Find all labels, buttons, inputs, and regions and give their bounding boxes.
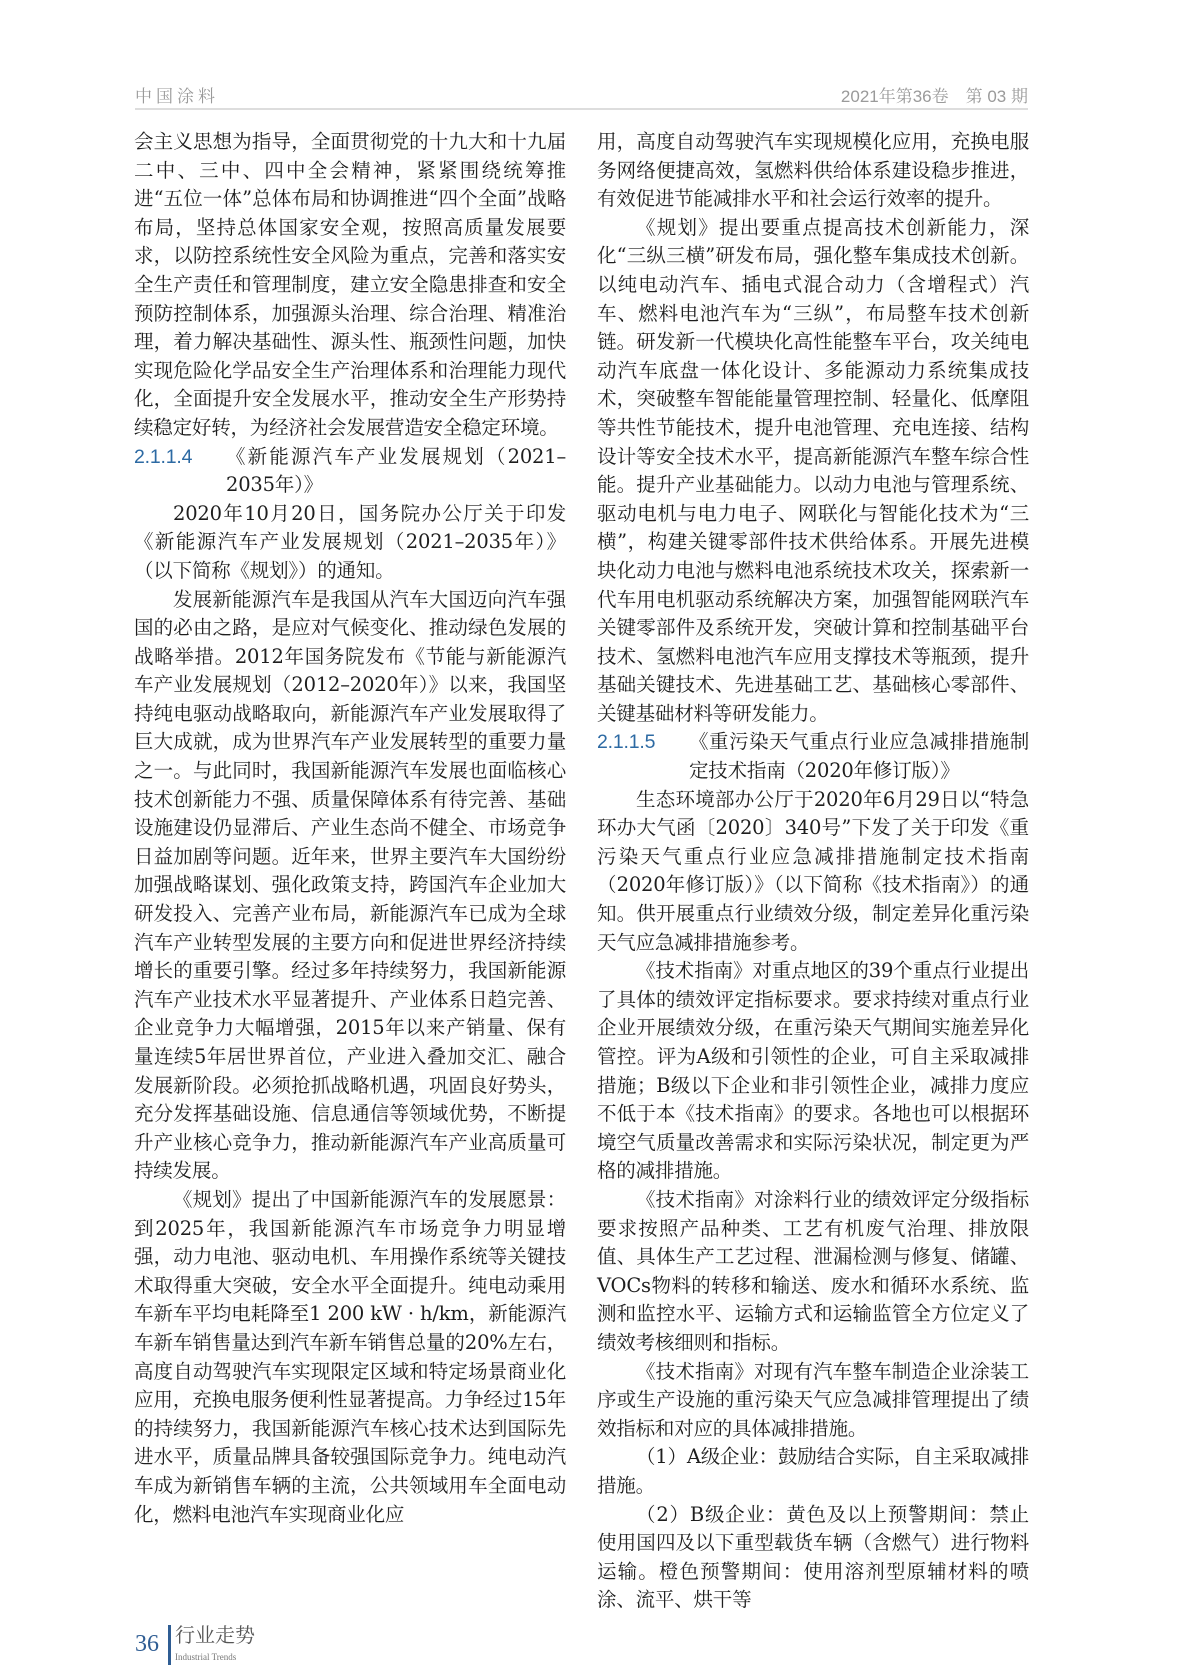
issue-info: 2021年第36卷 第 03 期 xyxy=(840,87,1028,106)
section-heading xyxy=(134,443,566,500)
paragraph: 2020年10月20日，国务院办公厅关于印发《新能源汽车产业发展规划（2021–2035年）》（以下简称《规划》）的通知。 xyxy=(134,501,566,582)
paragraph: 《技术指南》对涂料行业的绩效评定分级指标要求按照产品种类、工艺有机废气治理、排放限值、具体生产工艺过程、泄漏检测与修复、储罐、VOCs物料的转移和输送、废水和循环水系统、监测和监控水平、运输方式和运输监管全方位定义了绩效考核细则和指标。 xyxy=(597,1187,1029,1354)
section-heading-title: 《重污染天气重点行业应急减排措施制定技术指南（2020年修订版）》 xyxy=(689,730,1029,783)
section-title-en: Industrial Trends xyxy=(175,1652,237,1662)
section-title: 行业走势 xyxy=(175,1623,255,1647)
section-heading xyxy=(597,728,1029,785)
paragraph: 发展新能源汽车是我国从汽车大国迈向汽车强国的必由之路，是应对气候变化、推动绿色发展的战略举措。2012年国务院发布《节能与新能源汽车产业发展规划（2012–2020年）》以来，我国坚持纯电驱动战略取向，新能源汽车产业发展取得了巨大成就，成为世界汽车产业发展转型的重要力量之一。与此同时，我国新能源汽车发展也面临核心技术创新能力不强、质量保障体系有待完善、基础设施建设仍显滞后、产业生态尚不健全、市场竞争日益加剧等问题。近年来，世界主要汽车大国纷纷加强战略谋划、强化政策支持，跨国汽车企业加大研发投入、完善产业布局，新能源汽车已成为全球汽车产业转型发展的主要方向和促进世界经济持续增长的重要引擎。经过多年持续努力，我国新能源汽车产业技术水平显著提升、产业体系日趋完善、企业竞争力大幅增强，2015年以来产销量、保有量连续5年居世界首位，产业进入叠加交汇、融合发展新阶段。必须抢抓战略机遇，巩固良好势头，充分发挥基础设施、信息通信等领域优势，不断提升产业核心竞争力，推动新能源汽车产业高质量可持续发展。 xyxy=(134,587,566,1183)
paragraph: 用，高度自动驾驶汽车实现规模化应用，充换电服务网络便捷高效，氢燃料供给体系建设稳步推进，有效促进节能减排水平和社会运行效率的提升。 xyxy=(597,130,1029,211)
paragraph: （2）B级企业：黄色及以上预警期间：禁止使用国四及以下重型载货车辆（含燃气）进行物料运输。橙色预警期间：使用溶剂型原辅材料的喷涂、流平、烘干等 xyxy=(597,1502,1029,1612)
paragraph: （1）A级企业：鼓励结合实际，自主采取减排措施。 xyxy=(597,1445,1029,1497)
paragraph: 生态环境部办公厅于2020年6月29日以“特急环办大气函〔2020〕340号”下发了关于印发《重污染天气重点行业应急减排措施制定技术指南（2020年修订版）》（以下简称《技术指南》）的通知。供开展重点行业绩效分级，制定差异化重污染天气应急减排措施参考。 xyxy=(597,787,1029,954)
footer-divider xyxy=(168,1625,171,1665)
right-column xyxy=(597,128,1029,1615)
paragraph: 《技术指南》对现有汽车整车制造企业涂装工序或生产设施的重污染天气应急减排管理提出了绩效指标和对应的具体减排措施。 xyxy=(597,1359,1029,1440)
left-column xyxy=(134,128,566,1529)
running-header xyxy=(135,82,1028,110)
paragraph: 《规划》提出了中国新能源汽车的发展愿景：到2025年，我国新能源汽车市场竞争力明显增强，动力电池、驱动电机、车用操作系统等关键技术取得重大突破，安全水平全面提升。纯电动乘用车新车平均电耗降至1 200 kW · h/km，新能源汽车新车销售量达到汽车新车销售总量的20%左右，高度自动驾驶汽车实现限定区域和特定场景商业化应用，充换电服务便利性显著提高。力争经过15年的持续努力，我国新能源汽车核心技术达到国际先进水平，质量品牌具备较强国际竞争力。纯电动汽车成为新销售车辆的主流，公共领域用车全面电动化，燃料电池汽车实现商业化应 xyxy=(134,1187,566,1526)
section-number: 2.1.1.5 xyxy=(597,731,656,754)
section-heading-title: 《新能源汽车产业发展规划（2021–2035年）》 xyxy=(226,444,566,497)
paragraph: 《规划》提出要重点提高技术创新能力，深化“三纵三横”研发布局，强化整车集成技术创新。以纯电动汽车、插电式混合动力（含增程式）汽车、燃料电池汽车为“三纵”，布局整车技术创新链。研发新一代模块化高性能整车平台，攻关纯电动汽车底盘一体化设计、多能源动力系统集成技术，突破整车智能能量管理控制、轻量化、低摩阻等共性节能技术，提升电池管理、充电连接、结构设计等安全技术水平，提高新能源汽车整车综合性能。提升产业基础能力。以动力电池与管理系统、驱动电机与电力电子、网联化与智能化技术为“三横”，构建关键零部件技术供给体系。开展先进模块化动力电池与燃料电池系统技术攻关，探索新一代车用电机驱动系统解决方案，加强智能网联汽车关键零部件及系统开发，突破计算和控制基础平台技术、氢燃料电池汽车应用支撑技术等瓶颈，提升基础关键技术、先进基础工艺、基础核心零部件、关键基础材料等研发能力。 xyxy=(597,215,1029,725)
journal-name: 中国涂料 xyxy=(135,87,219,107)
paragraph: 《技术指南》对重点地区的39个重点行业提出了具体的绩效评定指标要求。要求持续对重点行业企业开展绩效分级，在重污染天气期间实施差异化管控。评为A级和引领性的企业，可自主采取减排措施；B级以下企业和非引领性企业，减排力度应不低于本《技术指南》的要求。各地也可以根据环境空气质量改善需求和实际污染状况，制定更为严格的减排措施。 xyxy=(597,959,1029,1183)
paragraph: 会主义思想为指导，全面贯彻党的十九大和十九届二中、三中、四中全会精神，紧紧围绕统筹推进“五位一体”总体布局和协调推进“四个全面”战略布局，坚持总体国家安全观，按照高质量发展要求，以防控系统性安全风险为重点，完善和落实安全生产责任和管理制度，建立安全隐患排查和安全预防控制体系，加强源头治理、综合治理、精准治理，着力解决基础性、源头性、瓶颈性问题，加快实现危险化学品安全生产治理体系和治理能力现代化，全面提升安全发展水平，推动安全生产形势持续稳定好转，为经济社会发展营造安全稳定环境。 xyxy=(134,130,566,439)
section-number: 2.1.1.4 xyxy=(134,445,193,468)
page-number: 36 xyxy=(135,1631,159,1657)
